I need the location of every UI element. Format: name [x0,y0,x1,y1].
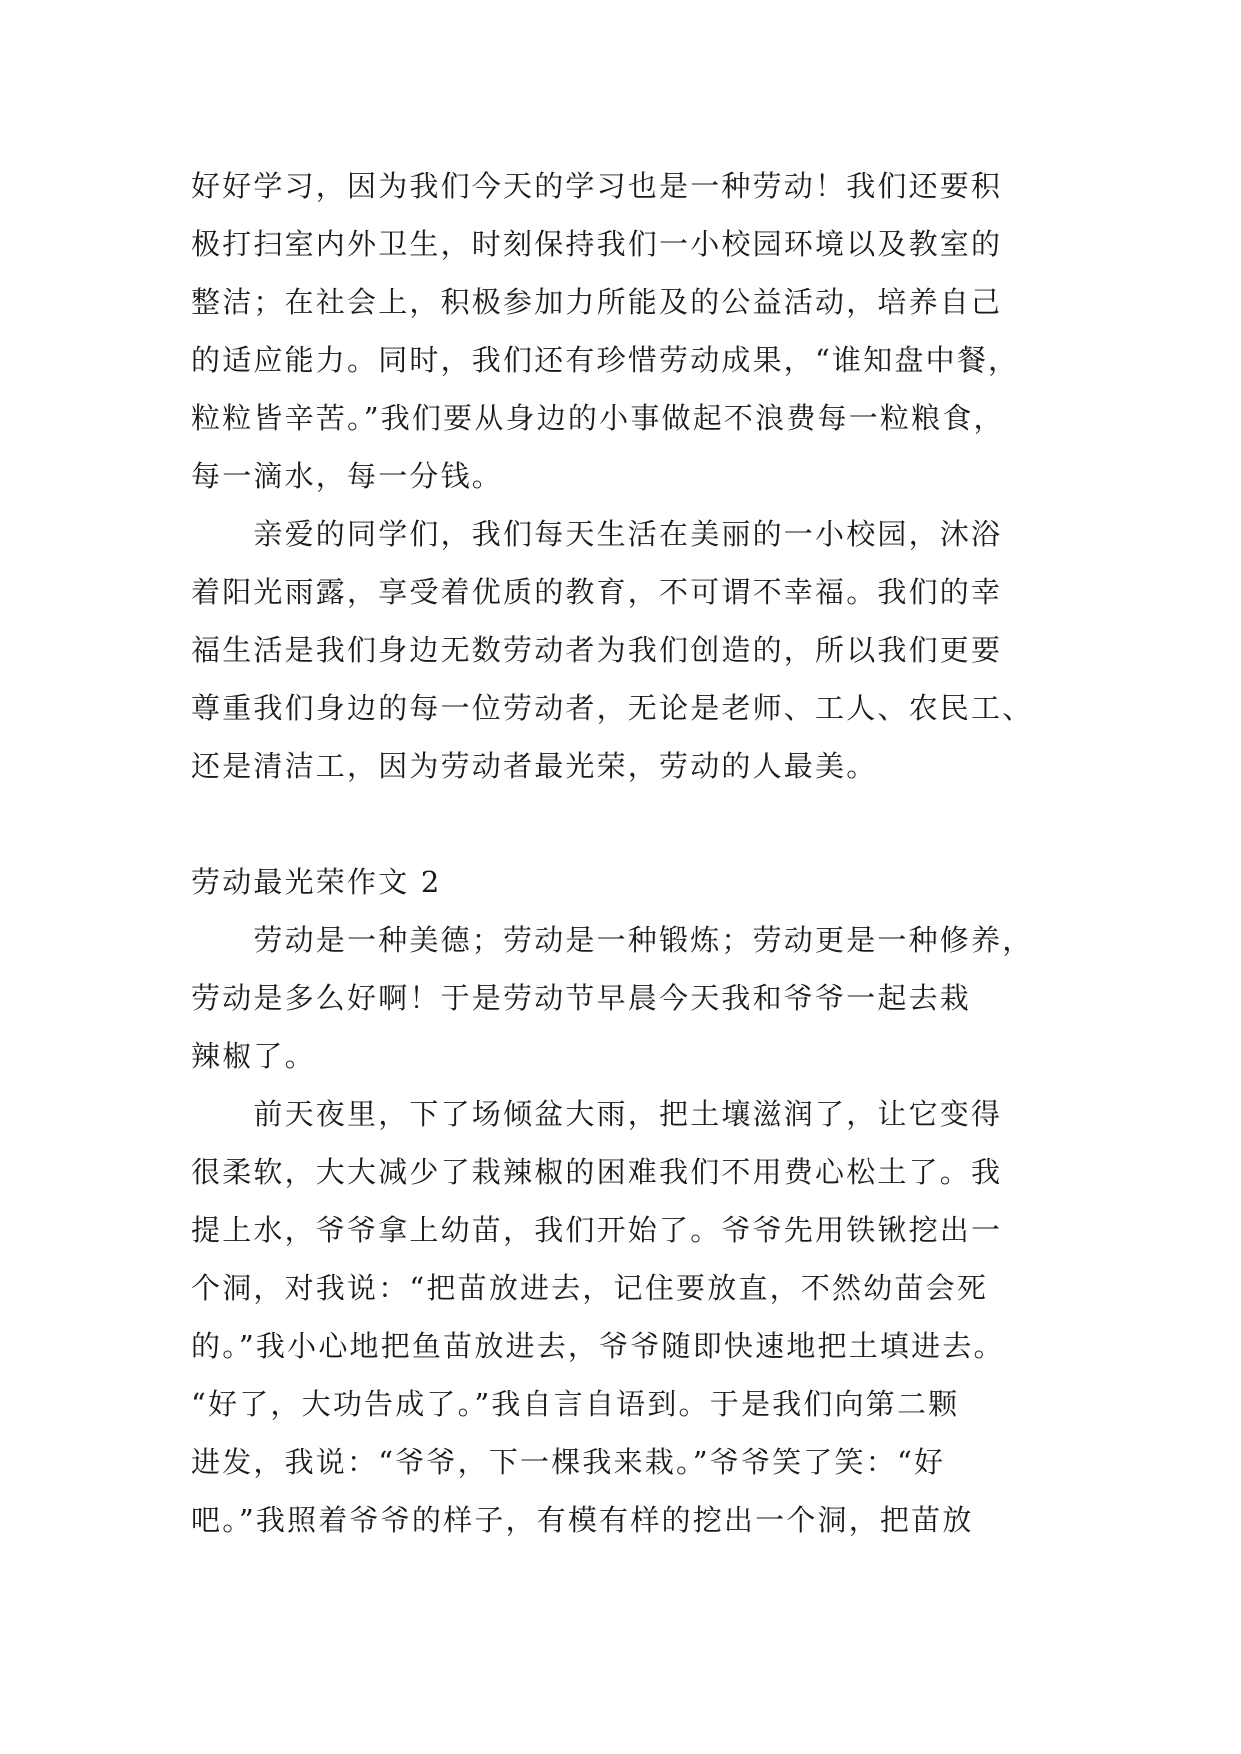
text-line: 整洁；在社会上，积极参加力所能及的公益活动，培养自己 [191,285,1003,319]
text-line: 辣椒了。 [191,1039,316,1073]
text-line: 吧。”我照着爷爷的样子，有模有样的挖出一个洞，把苗放 [191,1503,974,1537]
text-line: 劳动是一种美德；劳动是一种锻炼；劳动更是一种修养， [191,923,1034,957]
text-line: 亲爱的同学们，我们每天生活在美丽的一小校园，沐浴 [191,517,1003,551]
text-line: 每一滴水，每一分钱。 [191,459,504,493]
text-line: 的适应能力。同时，我们还有珍惜劳动成果，“谁知盘中餐， [191,343,1020,377]
text-line: 的。”我小心地把鱼苗放进去，爷爷随即快速地把土填进去。 [191,1329,1005,1363]
text-line: 着阳光雨露，享受着优质的教育，不可谓不幸福。我们的幸 [191,575,1003,609]
text-line: 劳动是多么好啊！于是劳动节早晨今天我和爷爷一起去栽 [191,981,972,1015]
text-line: 好好学习，因为我们今天的学习也是一种劳动！我们还要积 [191,169,1003,203]
text-line: 个洞，对我说：“把苗放进去，记住要放直，不然幼苗会死 [191,1271,989,1305]
text-line: 福生活是我们身边无数劳动者为我们创造的，所以我们更要 [191,633,1003,667]
text-line: 提上水，爷爷拿上幼苗，我们开始了。爷爷先用铁锹挖出一 [191,1213,1003,1247]
text-line: 前天夜里，下了场倾盆大雨，把土壤滋润了，让它变得 [191,1097,1003,1131]
text-line: 尊重我们身边的每一位劳动者，无论是老师、工人、农民工、 [191,691,1034,725]
text-line: 很柔软，大大减少了栽辣椒的困难我们不用费心松土了。我 [191,1155,1003,1189]
text-line: 极打扫室内外卫生，时刻保持我们一小校园环境以及教室的 [191,227,1003,261]
text-line: “好了，大功告成了。”我自言自语到。于是我们向第二颗 [191,1387,960,1421]
text-line: 还是清洁工，因为劳动者最光荣，劳动的人最美。 [191,749,878,783]
text-line: 进发，我说：“爷爷，下一棵我来栽。”爷爷笑了笑：“好 [191,1445,946,1479]
section-heading: 劳动最光荣作文 2 [191,865,442,899]
text-line: 粒粒皆辛苦。”我们要从身边的小事做起不浪费每一粒粮食， [191,401,1005,435]
